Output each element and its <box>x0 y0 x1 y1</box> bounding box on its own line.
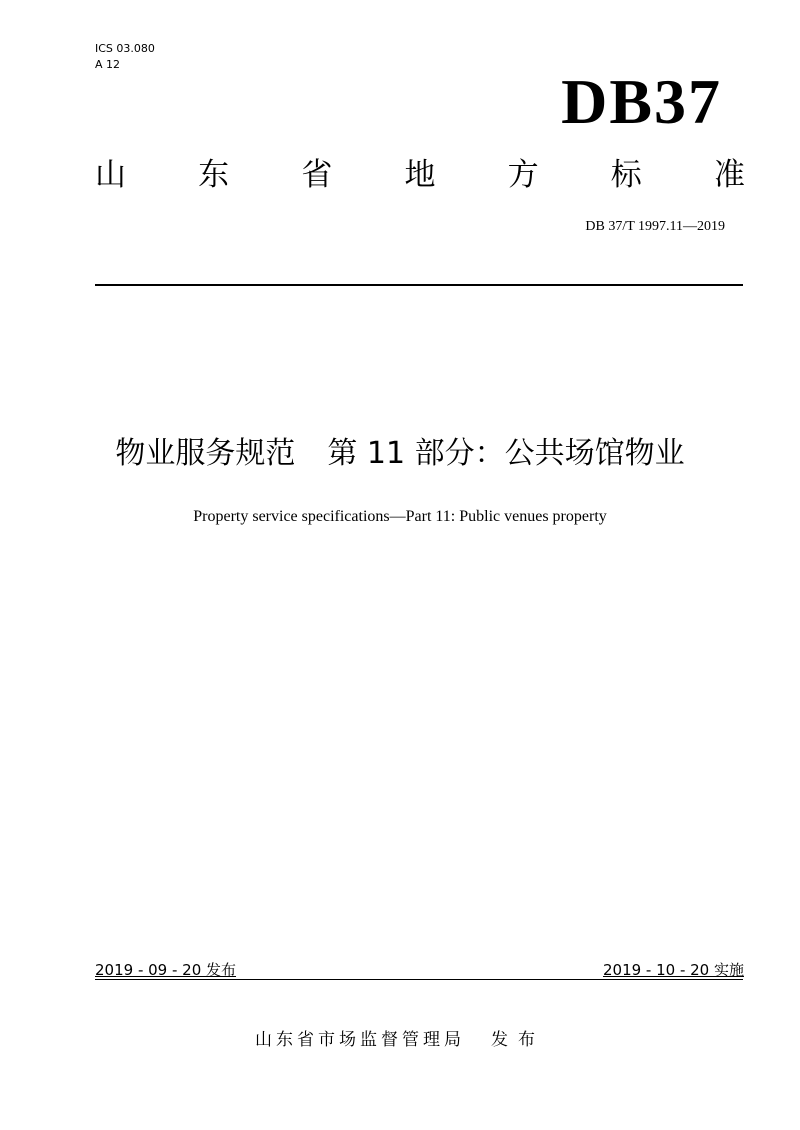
issuing-authority <box>0 1028 800 1052</box>
title-char: 地 <box>404 157 436 193</box>
title-char: 山 <box>95 157 126 193</box>
issuer-name: 山东省市场监督管理局 <box>255 1030 465 1050</box>
title-cn-part1: 物业服务规范 <box>115 436 296 471</box>
publish-date: 2019 - 09 - 20 发布 <box>95 961 237 979</box>
title-char: 方 <box>507 157 539 193</box>
title-char: 准 <box>713 157 745 193</box>
footer-divider <box>95 979 743 980</box>
implement-date: 2019 - 10 - 20 实施 <box>602 961 744 979</box>
classification-codes <box>95 41 155 73</box>
title-char: 标 <box>610 157 642 193</box>
standard-type-title <box>95 155 745 195</box>
ics-code: ICS 03.080 <box>95 42 155 55</box>
db37-logo: DB37 <box>561 66 722 137</box>
document-title-cn <box>0 432 800 476</box>
document-title-en: Property service specifications—Part 11: Public venues property <box>193 508 607 525</box>
issue-action: 发布 <box>491 1030 545 1050</box>
ccs-code: A 12 <box>95 58 121 71</box>
standard-number: DB 37/T 1997.11—2019 <box>585 219 725 234</box>
title-char: 东 <box>198 157 230 193</box>
header-divider <box>95 284 743 286</box>
title-cn-part2: 第 11 部分：公共场馆物业 <box>327 436 685 471</box>
title-char: 省 <box>301 157 333 193</box>
